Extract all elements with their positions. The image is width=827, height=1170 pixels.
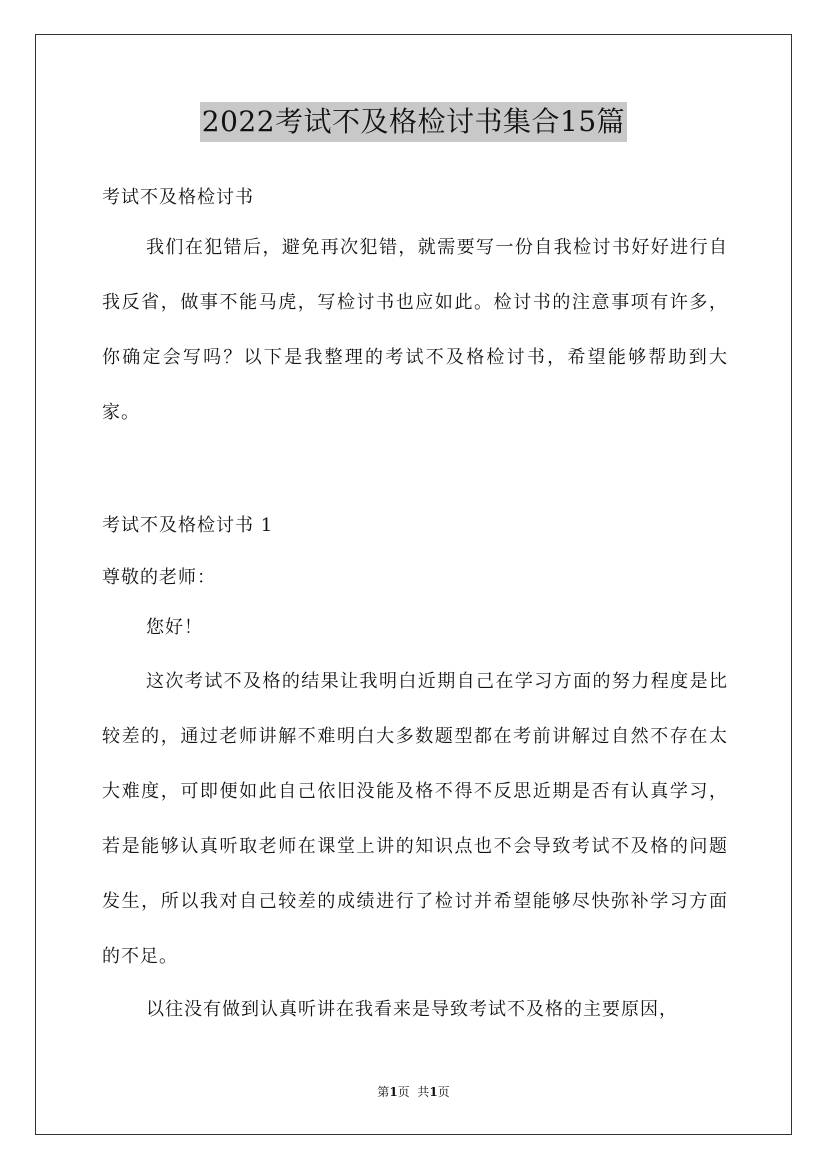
page-label-suffix: 页 [437,1085,450,1099]
page-total: 1 [429,1085,438,1099]
title-container [0,102,827,142]
page-label-prefix: 第 [377,1085,390,1099]
page-label-mid: 页 共 [397,1085,430,1099]
body-paragraph: 以往没有做到认真听讲在我看来是导致考试不及格的主要原因， [146,999,678,1020]
page-footer [0,1083,827,1101]
section-heading: 考试不及格检讨书 1 [102,515,274,536]
greeting: 您好！ [146,617,203,638]
body-paragraph: 这次考试不及格的结果让我明白近期自己在学习方面的努力程度是比较差的，通过老师讲解不难明白大多数题型都在考前讲解过自然不存在太大难度，可即便如此自己依旧没能及格不得不反思近期是否有认真学习，若是能够认真听取老师在课堂上讲的知识点也不会导致考试不及格的问题发生，所以我对自己较差的成绩进行了检讨并希望能够尽快弥补学习方面的不足。 [102,671,728,967]
intro-paragraph: 我们在犯错后，避免再次犯错，就需要写一份自我检讨书好好进行自我反省，做事不能马虎，写检讨书也应如此。检讨书的注意事项有许多，你确定会写吗？以下是我整理的考试不及格检讨书，希望能够帮助到大家。 [102,237,728,423]
section-heading: 考试不及格检讨书 [102,187,254,208]
salutation: 尊敬的老师： [102,567,216,588]
page-current: 1 [389,1085,398,1099]
document-title: 2022考试不及格检讨书集合15篇 [200,102,627,142]
